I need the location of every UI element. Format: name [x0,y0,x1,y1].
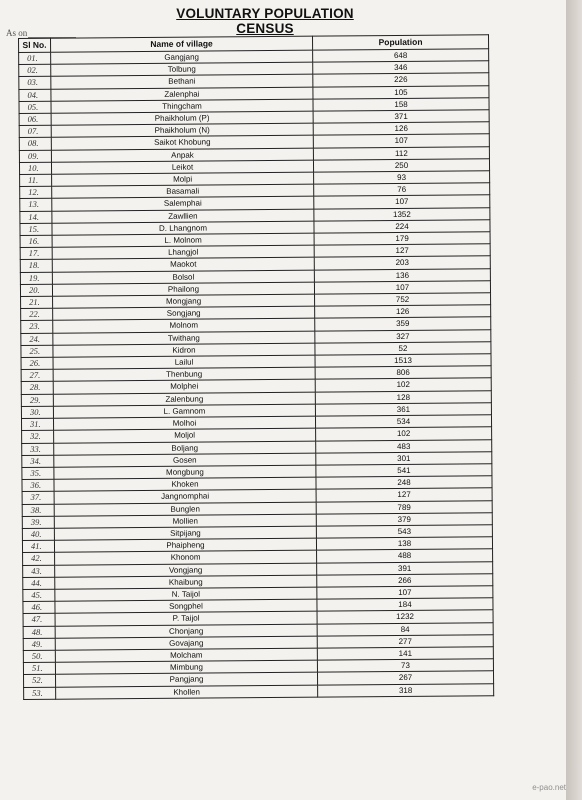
row-population: 250 [313,159,489,173]
row-population: 127 [314,244,490,258]
row-village-name: Bolsol [52,270,314,284]
row-village-name: Molphei [53,380,315,394]
row-sl-no: 21. [21,296,53,308]
row-village-name: Songjang [53,306,315,320]
row-sl-no: 42. [23,553,55,565]
row-village-name: Basamali [52,184,314,198]
header-population: Population [312,35,488,50]
row-population: 107 [313,134,489,148]
row-population: 224 [314,220,490,234]
row-population: 158 [313,98,489,112]
row-population: 267 [317,671,493,685]
row-population: 301 [316,451,492,465]
page-edge [566,0,582,800]
row-sl-no: 33. [22,443,54,455]
watermark: e-pao.net [532,783,566,792]
row-village-name: Khaibung [55,575,317,589]
row-sl-no: 28. [21,382,53,394]
row-village-name: Moljol [54,428,316,442]
row-population: 543 [316,525,492,539]
row-village-name: Maokot [52,258,314,272]
row-population: 277 [317,635,493,649]
row-sl-no: 27. [21,370,53,382]
row-sl-no: 02. [19,64,51,76]
row-village-name: Lhangjol [52,245,314,259]
row-population: 534 [315,415,491,429]
row-sl-no: 01. [19,52,51,64]
row-village-name: Songphel [55,599,317,613]
document-title: VOLUNTARY POPULATION CENSUS [176,6,354,36]
row-population: 226 [313,73,489,87]
row-village-name: N. Taijol [55,587,317,601]
row-sl-no: 36. [22,479,54,491]
row-population: 379 [316,513,492,527]
row-population: 648 [313,49,489,63]
row-village-name: Salemphai [52,197,314,211]
row-sl-no: 09. [19,150,51,162]
row-sl-no: 08. [19,138,51,150]
row-sl-no: 40. [22,528,54,540]
row-population: 203 [314,256,490,270]
row-village-name: D. Lhangnom [52,221,314,235]
row-village-name: Zalenphai [51,87,313,101]
row-village-name: Zawllien [52,209,314,223]
row-village-name: Mongbung [54,465,316,479]
row-population: 327 [315,329,491,343]
row-sl-no: 50. [23,650,55,662]
row-sl-no: 16. [20,235,52,247]
row-sl-no: 05. [19,101,51,113]
row-sl-no: 11. [20,174,52,186]
row-population: 789 [316,500,492,514]
header-sl-no: Sl No. [19,38,51,52]
row-sl-no: 30. [21,406,53,418]
row-village-name: Bunglen [54,502,316,516]
row-village-name: Boljang [54,441,316,455]
row-population: 141 [317,647,493,661]
row-village-name: Khoken [54,477,316,491]
row-sl-no: 17. [20,247,52,259]
row-sl-no: 03. [19,77,51,89]
row-population: 126 [315,305,491,319]
row-village-name: Gangjang [51,50,313,64]
row-village-name: Twithang [53,331,315,345]
row-population: 105 [313,85,489,99]
row-village-name: Anpak [51,148,313,162]
row-village-name: Vongjang [55,563,317,577]
row-sl-no: 26. [21,357,53,369]
row-village-name: L. Gamnom [53,404,315,418]
row-sl-no: 46. [23,601,55,613]
row-sl-no: 39. [22,516,54,528]
row-sl-no: 04. [19,89,51,101]
row-population: 84 [317,622,493,636]
row-village-name: Leikot [51,160,313,174]
row-population: 128 [315,390,491,404]
row-sl-no: 41. [22,540,54,552]
row-sl-no: 31. [21,418,53,430]
row-village-name: Lailul [53,355,315,369]
row-sl-no: 06. [19,113,51,125]
row-population: 248 [316,476,492,490]
row-village-name: L. Molnom [52,233,314,247]
row-population: 138 [316,537,492,551]
row-population: 93 [314,171,490,185]
row-population: 52 [315,342,491,356]
row-population: 541 [316,464,492,478]
row-population: 371 [313,110,489,124]
row-village-name: Kidron [53,343,315,357]
row-population: 391 [317,561,493,575]
row-village-name: Gosen [54,453,316,467]
row-village-name: Chonjang [55,624,317,638]
row-sl-no: 24. [21,333,53,345]
row-village-name: Pangjang [56,673,318,687]
row-village-name: Molnom [53,319,315,333]
row-sl-no: 38. [22,504,54,516]
row-population: 76 [314,183,490,197]
row-population: 1352 [314,207,490,221]
row-sl-no: 49. [23,638,55,650]
row-village-name: Mongjang [53,294,315,308]
row-village-name: Phailong [52,282,314,296]
row-population: 1232 [317,610,493,624]
row-population: 102 [316,427,492,441]
row-sl-no: 10. [19,162,51,174]
row-population: 346 [313,61,489,75]
row-population: 488 [317,549,493,563]
row-sl-no: 48. [23,626,55,638]
row-village-name: Molpi [52,172,314,186]
row-sl-no: 22. [21,309,53,321]
row-village-name: Mimbung [55,660,317,674]
row-village-name: Saikot Khobung [51,136,313,150]
row-village-name: Zalenbung [53,392,315,406]
row-sl-no: 23. [21,321,53,333]
row-population: 752 [315,293,491,307]
row-village-name: Govajang [55,636,317,650]
row-population: 184 [317,598,493,612]
as-on-label: As on [6,28,28,38]
population-census-table [18,34,494,699]
row-sl-no: 32. [22,431,54,443]
row-village-name: Molcham [55,648,317,662]
row-village-name: Sitpijang [54,526,316,540]
row-population: 806 [315,366,491,380]
row-sl-no: 19. [20,272,52,284]
row-population: 107 [317,586,493,600]
row-population: 126 [313,122,489,136]
row-village-name: Bethani [51,75,313,89]
row-village-name: Phaipheng [54,538,316,552]
row-village-name: Phaikholum (P) [51,111,313,125]
row-sl-no: 07. [19,125,51,137]
row-village-name: Jangnomphai [54,489,316,503]
row-village-name: Thenbung [53,367,315,381]
row-sl-no: 43. [23,565,55,577]
header-village-name: Name of village [51,36,313,52]
row-sl-no: 15. [20,223,52,235]
row-population: 112 [313,146,489,160]
row-population: 127 [316,488,492,502]
row-population: 266 [317,574,493,588]
row-sl-no: 20. [20,284,52,296]
row-village-name: Khonom [55,550,317,564]
row-sl-no: 47. [23,614,55,626]
row-sl-no: 14. [20,211,52,223]
row-sl-no: 52. [24,675,56,687]
row-sl-no: 53. [24,687,56,699]
row-sl-no: 37. [22,492,54,504]
row-population: 1513 [315,354,491,368]
row-sl-no: 34. [22,455,54,467]
row-population: 361 [315,403,491,417]
row-sl-no: 29. [21,394,53,406]
row-village-name: P. Taijol [55,612,317,626]
row-sl-no: 18. [20,260,52,272]
row-population: 483 [316,439,492,453]
row-village-name: Thingcham [51,99,313,113]
row-sl-no: 35. [22,467,54,479]
row-sl-no: 25. [21,345,53,357]
row-village-name: Molhoi [53,416,315,430]
row-population: 107 [314,281,490,295]
row-sl-no: 51. [23,662,55,674]
row-sl-no: 45. [23,589,55,601]
row-population: 107 [314,195,490,209]
row-sl-no: 44. [23,577,55,589]
row-population: 318 [318,683,494,697]
row-sl-no: 12. [20,186,52,198]
row-population: 359 [315,317,491,331]
row-village-name: Tolbung [51,62,313,76]
row-village-name: Khollen [56,685,318,699]
row-village-name: Mollien [54,514,316,528]
row-sl-no: 13. [20,199,52,211]
row-village-name: Phaikholum (N) [51,123,313,137]
row-population: 136 [314,268,490,282]
row-population: 73 [317,659,493,673]
row-population: 102 [315,378,491,392]
row-population: 179 [314,232,490,246]
